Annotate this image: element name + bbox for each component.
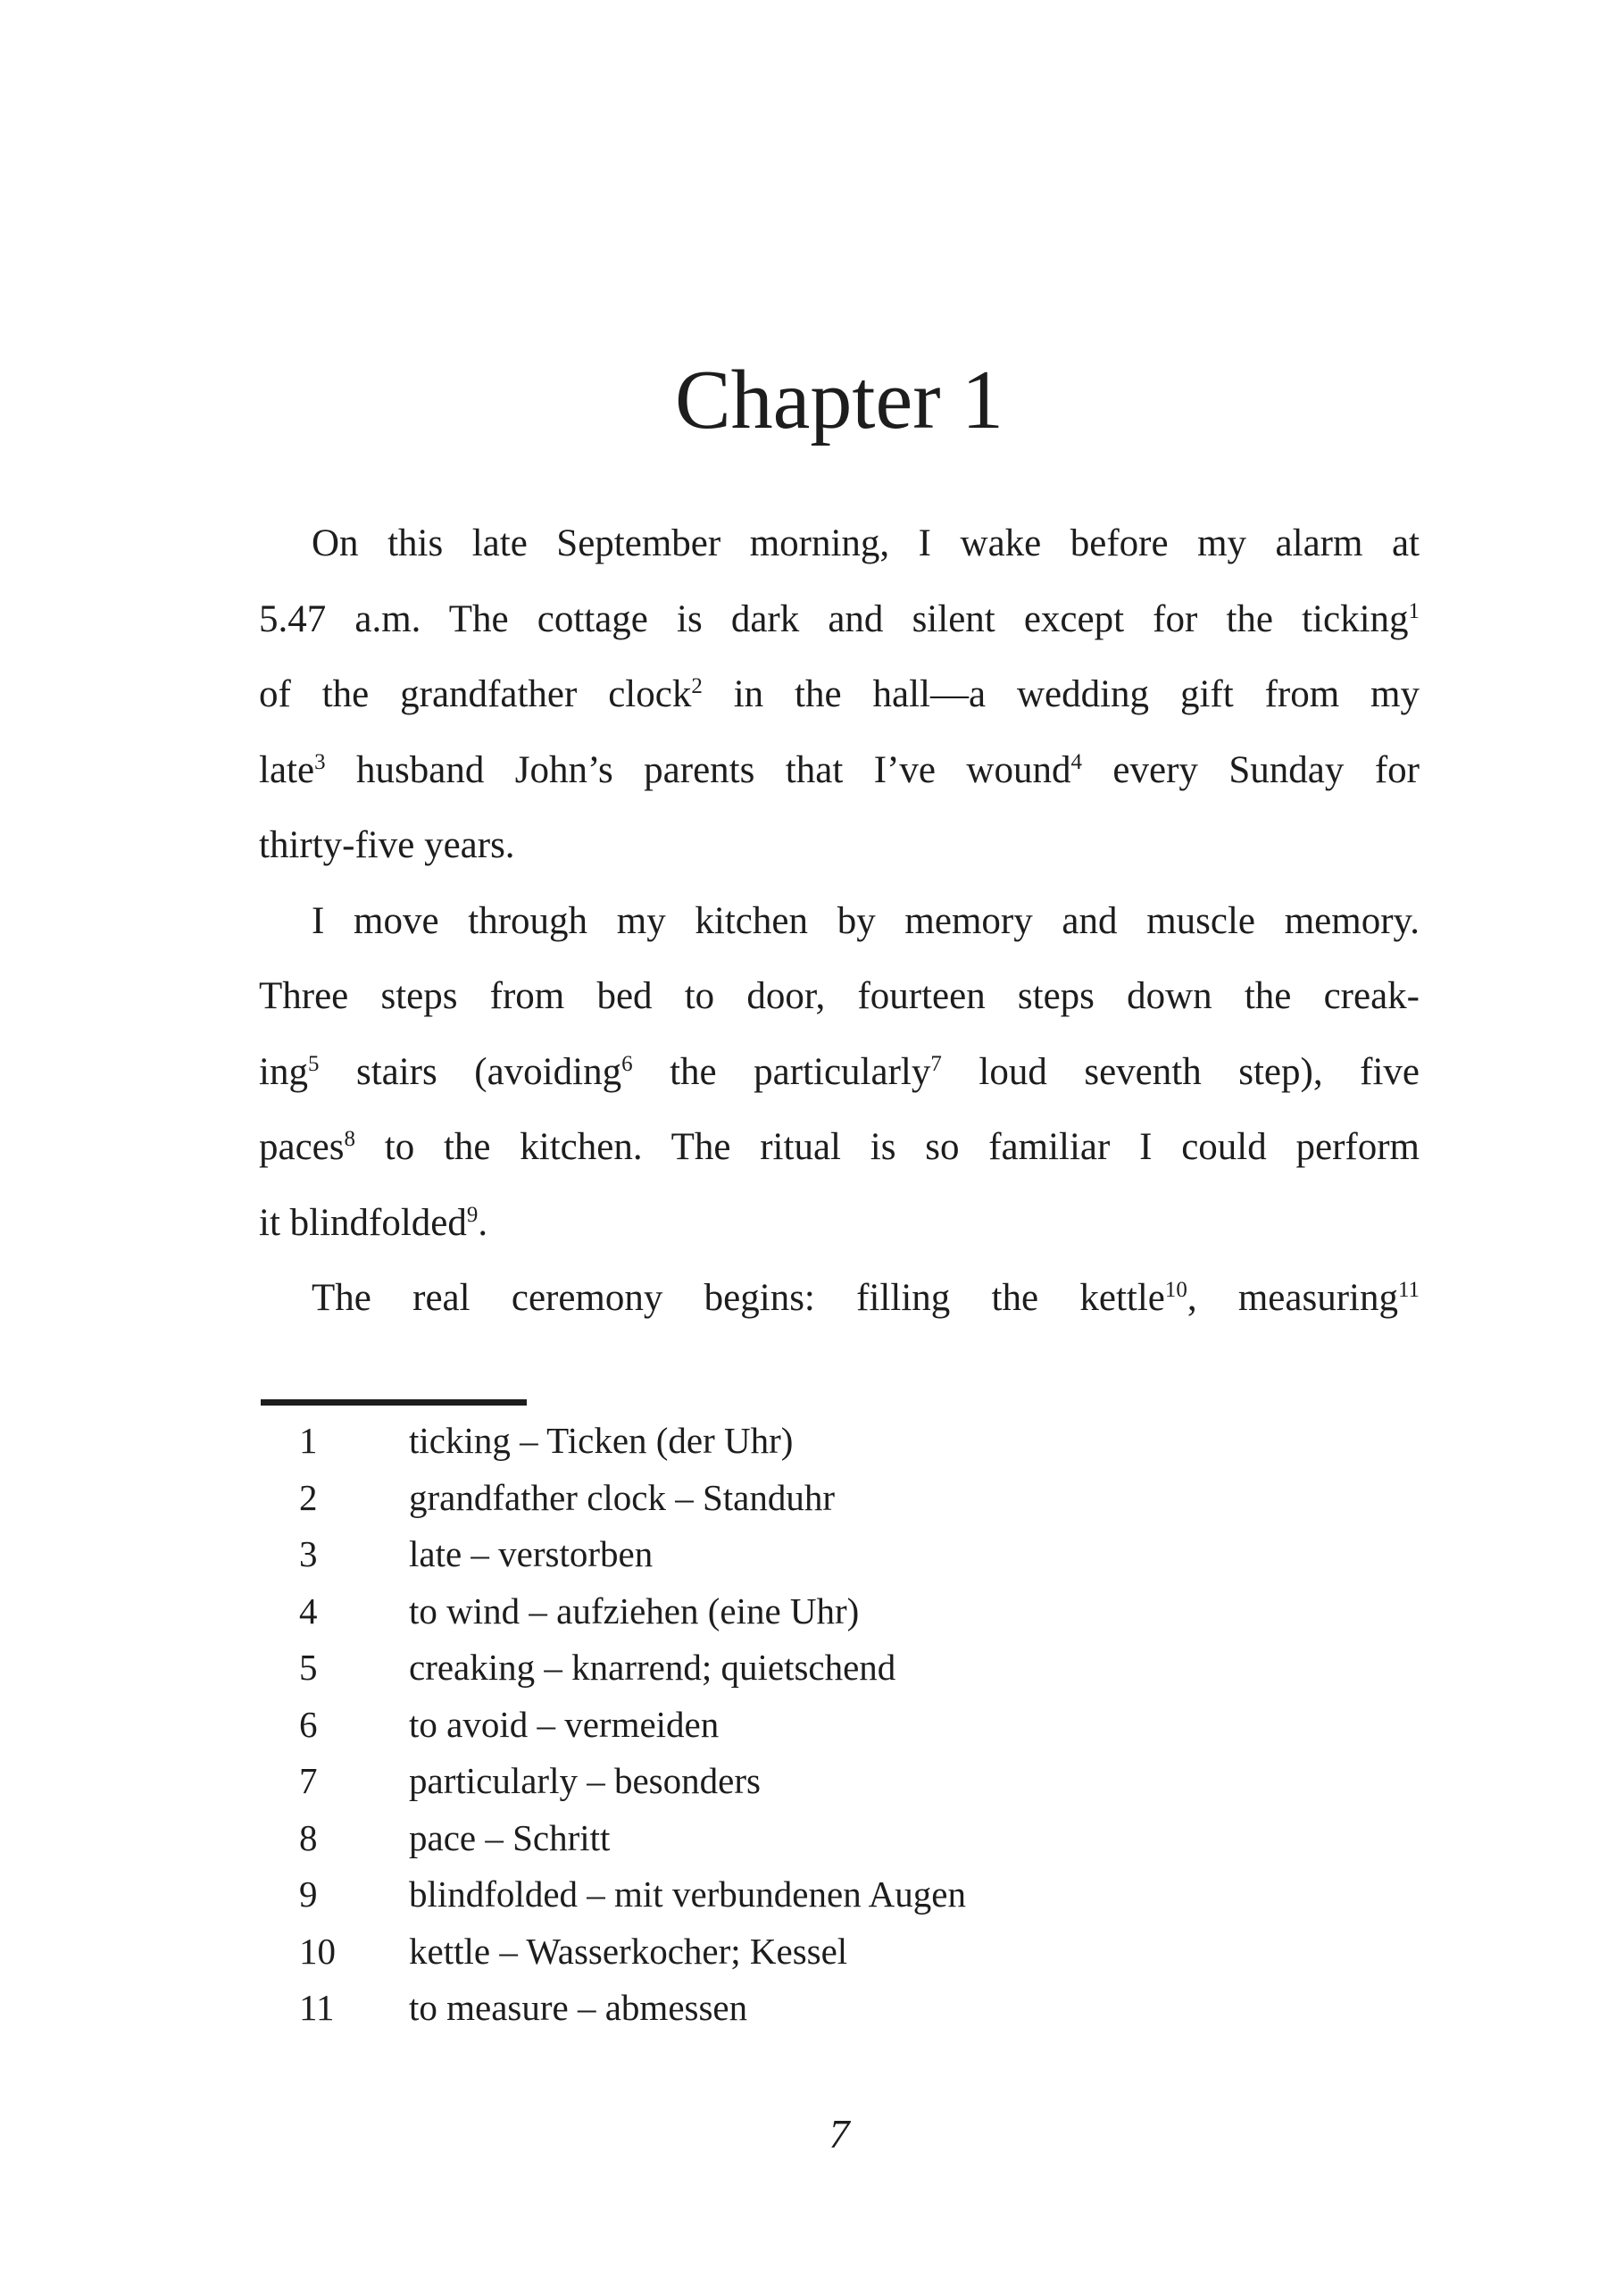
footnote-text: late – verstorben [409,1533,654,1574]
footnote-separator [261,1399,527,1406]
body-line: On this late September morning, I wake before my alarm at [312,522,1420,564]
footnote-row [259,1810,1420,1867]
footnote-row [259,1866,1420,1923]
footnote-number: 1 [299,1420,318,1461]
footnote-row [259,1697,1420,1754]
footnote-text: grandfather clock – Standuhr [409,1476,836,1518]
footnote-number: 11 [299,1987,335,2028]
footnote-text: to wind – aufziehen (eine Uhr) [409,1590,860,1631]
body-line: of the grandfather clock$^2$ in the hall—a wedding gift from my [259,673,1420,715]
footnote-number: 9 [299,1873,318,1915]
footnote-row [259,1923,1420,1981]
footnotes-section [259,1413,1420,2037]
footnote-row [259,1413,1420,1470]
body-text [259,506,1420,1337]
footnote-text: creaking – knarrend; quietschend [409,1647,896,1688]
body-line: I move through my kitchen by memory and muscle memory. [312,899,1420,942]
chapter-heading: Chapter 1 [674,354,1004,446]
footnote-row [259,1980,1420,2037]
footnote-number: 3 [299,1533,318,1574]
footnote-row [259,1640,1420,1697]
footnote-row [259,1583,1420,1640]
body-line: late$^3$ husband John’s parents that I’ve wound$^4$ every Sunday for [259,748,1420,791]
footnote-text: kettle – Wasserkocher; Kessel [409,1930,848,1972]
footnote-row [259,1470,1420,1527]
footnote-number: 8 [299,1816,318,1858]
footnote-number: 10 [299,1930,336,1972]
footnote-row [259,1753,1420,1810]
footnote-text: to avoid – vermeiden [409,1703,720,1745]
footnote-number: 7 [299,1760,318,1801]
body-line: ing$^5$ stairs (avoiding$^6$ the particularly$^7$ loud seventh step), five [259,1050,1420,1093]
footnote-text: ticking – Ticken (der Uhr) [409,1420,794,1461]
footnote-text: to measure – abmessen [409,1987,748,2028]
body-line: Three steps from bed to door, fourteen steps down the creak- [259,975,1420,1017]
footnote-row [259,1526,1420,1583]
body-line: 5.47 a.m. The cottage is dark and silent except for the ticking$^1$ [259,597,1420,640]
footnote-text: blindfolded – mit verbundenen Augen [409,1873,966,1915]
body-line: it blindfolded$^9$. [259,1201,488,1244]
footnote-text: pace – Schritt [409,1816,611,1858]
body-line: thirty-five years. [259,824,515,866]
body-line: The real ceremony begins: filling the kettle$^{10}$, measuring$^{11}$ [312,1277,1420,1319]
footnote-number: 2 [299,1476,318,1518]
page-number: 7 [829,2111,850,2157]
body-line: paces$^8$ to the kitchen. The ritual is so familiar I could perform [259,1126,1420,1168]
footnote-number: 5 [299,1647,318,1688]
footnote-number: 4 [299,1590,318,1631]
footnote-number: 6 [299,1703,318,1745]
footnote-text: particularly – besonders [409,1760,761,1801]
